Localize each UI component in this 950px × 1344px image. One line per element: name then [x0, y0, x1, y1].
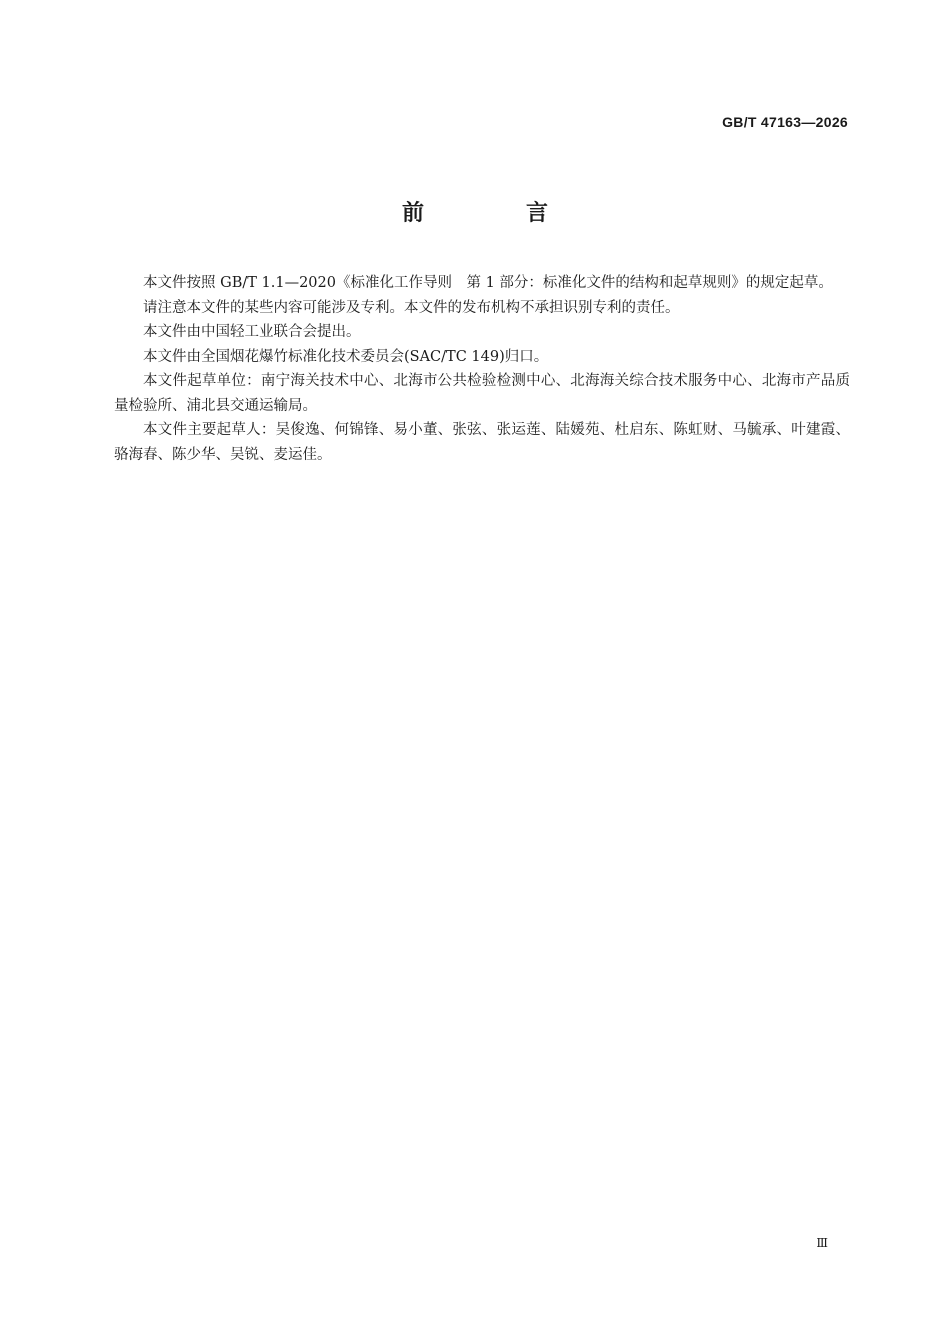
foreword-body	[114, 271, 850, 467]
document-code: GB/T 47163—2026	[722, 114, 848, 130]
paragraph-drafting-units: 本文件起草单位：南宁海关技术中心、北海市公共检验检测中心、北海海关综合技术服务中心、北海市产品质量检验所、浦北县交通运输局。	[114, 373, 850, 414]
paragraph-proposer: 本文件由中国轻工业联合会提出。	[143, 324, 361, 340]
page-title: 前 言	[401, 201, 588, 226]
page-number: Ⅲ	[816, 1236, 828, 1250]
paragraph-committee: 本文件由全国烟花爆竹标准化技术委员会(SAC/TC 149)归口。	[143, 348, 549, 365]
paragraph-drafting-rules: 本文件按照 GB/T 1.1—2020《标准化工作导则 第 1 部分：标准化文件的结构和起草规则》的规定起草。	[143, 275, 833, 291]
paragraph-drafters: 本文件主要起草人：吴俊逸、何锦锋、易小董、张弦、张运莲、陆媛苑、杜启东、陈虹财、马毓承、叶建霞、骆海春、陈少华、吴锐、麦运佳。	[114, 422, 850, 463]
paragraph-patent-notice: 请注意本文件的某些内容可能涉及专利。本文件的发布机构不承担识别专利的责任。	[143, 299, 680, 316]
